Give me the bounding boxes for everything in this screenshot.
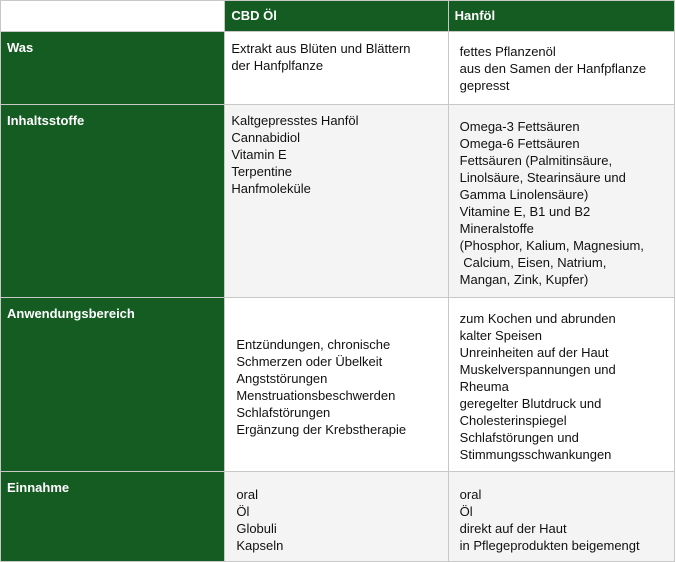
cbd-cell-einnahme <box>225 472 448 562</box>
cbd-cell-anwendungsbereich <box>225 298 448 472</box>
cell-line: Schlafstörungen und <box>459 430 579 445</box>
cell-line: Kapseln <box>236 538 284 553</box>
cell-line: oral <box>459 487 482 502</box>
header-cbd: CBD Öl <box>225 1 448 32</box>
cell-line: der Hanfplfanze <box>231 58 324 73</box>
cell-line: Extrakt aus Blüten und Blättern <box>231 41 411 56</box>
cell-line: Hanfmoleküle <box>231 181 311 196</box>
header-row <box>1 1 675 32</box>
cell-line: fettes Pflanzenöl <box>459 44 556 59</box>
cell-line: geregelter Blutdruck und <box>459 396 602 411</box>
cell-line: Gamma Linolensäure) <box>459 187 589 202</box>
cell-line: Menstruationsbeschwerden <box>236 388 396 403</box>
cell-line: Omega-6 Fettsäuren <box>459 136 580 151</box>
cbd-cell-was <box>225 32 448 105</box>
cbd-cell-inhaltsstoffe <box>225 105 448 298</box>
row-label-was: Was <box>1 32 225 105</box>
cell-line: Stimmungsschwankungen <box>459 447 612 462</box>
cell-line: zum Kochen und abrunden <box>459 311 616 326</box>
cell-line: (Phosphor, Kalium, Magnesium, <box>459 238 644 253</box>
table-row-anwendungsbereich <box>1 298 675 472</box>
cell-line: in Pflegeprodukten beigemengt <box>459 538 640 553</box>
table-row-was <box>1 32 675 105</box>
cell-line: Omega-3 Fettsäuren <box>459 119 580 134</box>
cell-line: Unreinheiten auf der Haut <box>459 345 609 360</box>
hanf-cell-anwendungsbereich <box>448 298 674 472</box>
cell-line: Muskelverspannungen und <box>459 362 616 377</box>
cell-line: Schlafstörungen <box>236 405 331 420</box>
cell-line: Calcium, Eisen, Natrium, <box>459 255 607 270</box>
cell-line: kalter Speisen <box>459 328 543 343</box>
header-corner <box>1 1 225 32</box>
hanf-cell-einnahme <box>448 472 674 562</box>
cell-line: Vitamine E, B1 und B2 <box>459 204 591 219</box>
row-label-inhaltsstoffe: Inhaltsstoffe <box>1 105 225 298</box>
hanf-cell-inhaltsstoffe <box>448 105 674 298</box>
cell-line: Entzündungen, chronische <box>236 337 391 352</box>
cell-line: Cannabidiol <box>231 130 300 145</box>
cell-line: direkt auf der Haut <box>459 521 567 536</box>
row-label-anwendungsbereich: Anwendungsbereich <box>1 298 225 472</box>
cell-line: Kaltgepresstes Hanföl <box>231 113 359 128</box>
cell-line: Öl <box>459 504 473 519</box>
cell-line: Cholesterinspiegel <box>459 413 567 428</box>
cell-line: Fettsäuren (Palmitinsäure, <box>459 153 613 168</box>
cell-line: Angststörungen <box>236 371 328 386</box>
cell-line: oral <box>236 487 259 502</box>
cell-line: Mineralstoffe <box>459 221 534 236</box>
cell-line: Ergänzung der Krebstherapie <box>236 422 407 437</box>
table-row-einnahme <box>1 472 675 562</box>
cell-line: Vitamin E <box>231 147 287 162</box>
cell-line: Linolsäure, Stearinsäure und <box>459 170 626 185</box>
hanf-cell-was <box>448 32 674 105</box>
cell-line: aus den Samen der Hanfpflanze <box>459 61 647 76</box>
cell-line: Globuli <box>236 521 277 536</box>
cell-line: Mangan, Zink, Kupfer) <box>459 272 589 287</box>
cell-line: Rheuma <box>459 379 509 394</box>
table-row-inhaltsstoffe <box>1 105 675 298</box>
cell-line: Schmerzen oder Übelkeit <box>236 354 383 369</box>
cell-line: Öl <box>236 504 250 519</box>
cell-line: Terpentine <box>231 164 293 179</box>
cell-line: gepresst <box>459 78 510 93</box>
row-label-einnahme: Einnahme <box>1 472 225 562</box>
header-hanf: Hanföl <box>448 1 674 32</box>
